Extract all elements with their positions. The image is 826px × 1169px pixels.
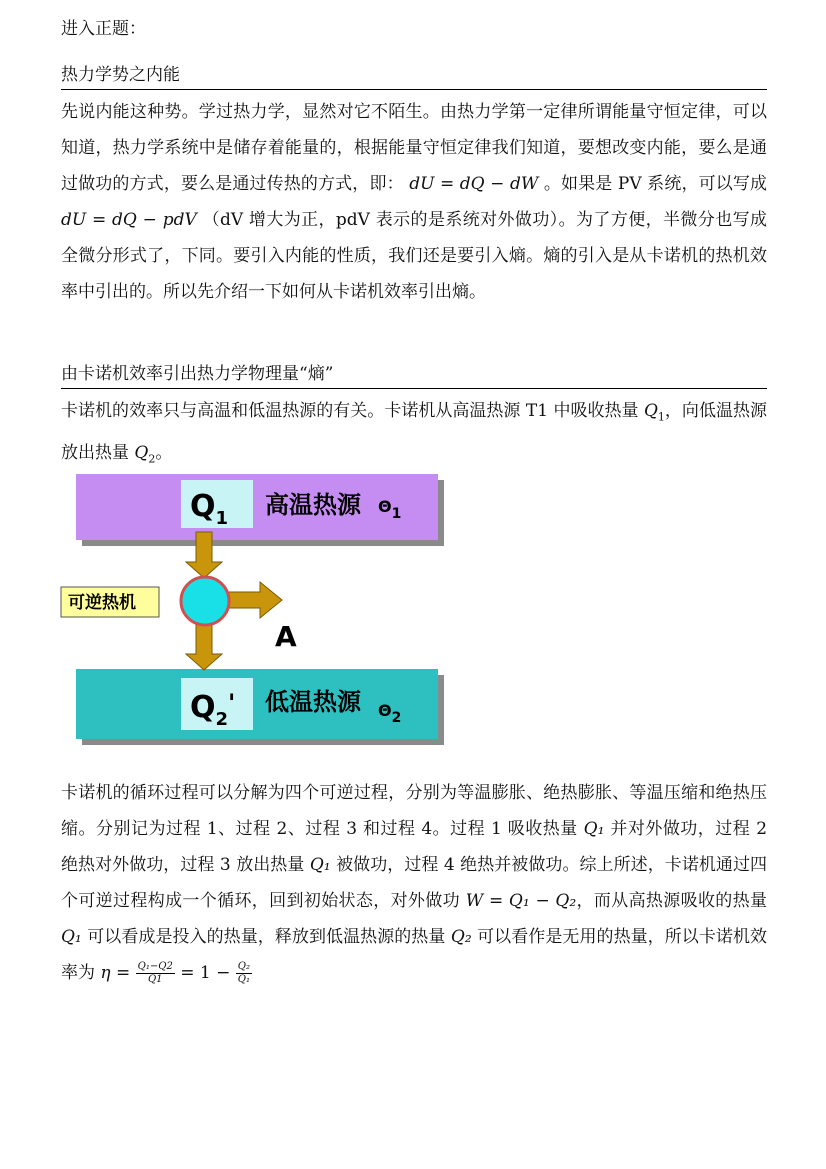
equation-du-dq-pdv: dU = dQ − pdV bbox=[61, 210, 197, 230]
carnot-cycle-paragraph: 卡诺机的循环过程可以分解为四个可逆过程，分别为等温膨胀、绝热膨胀、等温压缩和绝热压缩。分别记为过程 1、过程 2、过程 3 和过程 4。过程 1 吸收热量 Q₁ 并对外做功，过程 2 绝热对外做功，过程 3 放出热量 Q₁ 被做功，过程 4 绝热并被做功。综上所述，卡诺机通过四个可逆过程构成一个循环，回到初始状态，对外做功 W = Q₁ − Q₂，而从高热源吸收的热量 Q₁ 可以看成是投入的热量，释放到低温热源的热量 Q₂ 可以看作是无用的热量，所以卡诺机效率为 η = $\frac{\text{Q₁−Q2}}{Q1}$ = 1 − $\frac{\text{Q₂}}{\text{Q₁}}$ bbox=[61, 783, 768, 985]
section-heading-internal-energy: 热力学势之内能 bbox=[61, 60, 767, 90]
efficiency-fraction-1: $\frac{\text{Q₁−Q2}}{Q1}$ bbox=[137, 961, 173, 985]
engine-circle bbox=[181, 577, 229, 625]
efficiency-fraction-2: $\frac{\text{Q₂}}{\text{Q₁}}$ bbox=[237, 961, 250, 985]
intro-text: 进入正题： bbox=[61, 19, 146, 39]
q2-label: $Q_2'$ bbox=[190, 689, 236, 730]
q1-label: $Q_1$ bbox=[190, 489, 229, 529]
theta2-label: Θ2 bbox=[378, 701, 402, 726]
work-arrow bbox=[228, 582, 282, 618]
work-label: A bbox=[275, 620, 297, 653]
section-heading-entropy: 由卡诺机效率引出热力学物理量“熵” bbox=[61, 359, 767, 389]
equation-du-dq-dw: dU = dQ − dW bbox=[409, 174, 539, 194]
carnot-intro-paragraph: 卡诺机的效率只与高温和低温热源的有关。卡诺机从高温热源 T1 中吸收热量 $Q_1$，向低温热源放出热量 $Q_2$。 bbox=[61, 401, 767, 466]
hot-reservoir-label: 高温热源 bbox=[265, 491, 361, 519]
engine-label: 可逆热机 bbox=[68, 593, 136, 613]
theta1-label: Θ1 bbox=[378, 497, 402, 522]
efficiency-eta: η = bbox=[100, 963, 131, 983]
internal-energy-paragraph: 先说内能这种势。学过热力学，显然对它不陌生。由热力学第一定律所谓能量守恒定律，可以知道，热力学系统中是储存着能量的，根据能量守恒定律我们知道，要想改变内能，要么是通过做功的方式，要么是通过传热的方式，即： dU = dQ − dW 。如果是 PV 系统，可以写成 dU = dQ − pdV （dV 增大为正，pdV 表示的是系统对外做功）。为了方便，半微分也写成全微分形式了，下同。要引入内能的性质，我们还是要引入熵。熵的引入是从卡诺机的热机效率中引出的。所以先介绍一下如何从卡诺机效率引出熵。 bbox=[61, 102, 767, 302]
cold-reservoir-label: 低温热源 bbox=[265, 688, 361, 716]
equation-work: W = Q₁ − Q₂ bbox=[465, 891, 577, 911]
carnot-engine-diagram bbox=[60, 470, 450, 750]
heat-out-arrow bbox=[186, 620, 222, 670]
